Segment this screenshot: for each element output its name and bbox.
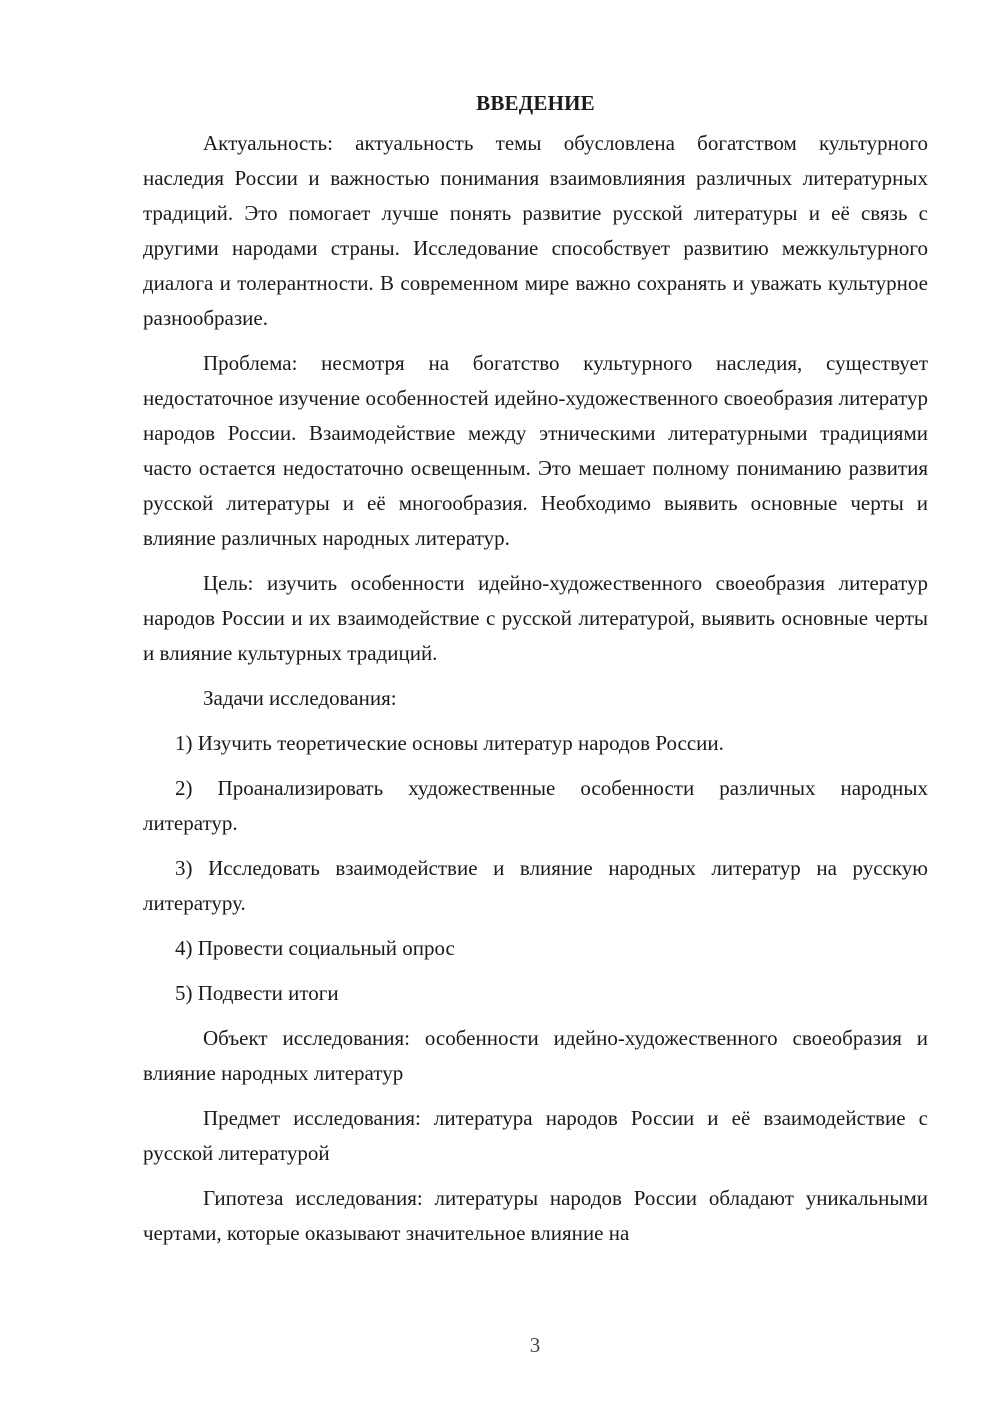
document-page <box>143 90 928 1261</box>
page-number: 3 <box>529 1333 541 1357</box>
task-item-5: 5) Подвести итоги <box>175 981 339 1005</box>
paragraph-subject: Предмет исследования: литература народов России и её взаимодействие с русской литературой <box>143 1106 928 1165</box>
paragraph-problem: Проблема: несмотря на богатство культурного наследия, существует недостаточное изучение особенностей идейно-художественного своеобразия литератур народов России. Взаимодействие между этническими литературными традициями часто остается недостаточно освещенным. Это мешает полному пониманию развития русской литературы и её многообразия. Необходимо выявить основные черты и влияние различных народных литератур. <box>143 351 928 550</box>
paragraph-hypothesis: Гипотеза исследования: литературы народов России обладают уникальными чертами, которые оказывают значительное влияние на <box>143 1186 928 1245</box>
paragraph-object: Объект исследования: особенности идейно-художественного своеобразия и влияние народных литератур <box>143 1026 928 1085</box>
task-item-4: 4) Провести социальный опрос <box>175 936 455 960</box>
task-item-2: 2) Проанализировать художественные особенности различных народных литератур. <box>143 776 928 835</box>
task-item-1: 1) Изучить теоретические основы литератур народов России. <box>175 731 724 755</box>
paragraph-tasks-heading: Задачи исследования: <box>203 686 397 710</box>
paragraph-goal: Цель: изучить особенности идейно-художественного своеобразия литератур народов России и их взаимодействие с русской литературой, выявить основные черты и влияние культурных традиций. <box>143 571 928 665</box>
page-title: ВВЕДЕНИЕ <box>476 91 595 115</box>
paragraph-relevance: Актуальность: актуальность темы обусловлена богатством культурного наследия России и важностью понимания взаимовлияния различных литературных традиций. Это помогает лучше понять развитие русской литературы и её связь с другими народами страны. Исследование способствует развитию межкультурного диалога и толерантности. В современном мире важно сохранять и уважать культурное разнообразие. <box>143 131 928 330</box>
task-item-3: 3) Исследовать взаимодействие и влияние народных литератур на русскую литературу. <box>143 856 928 915</box>
